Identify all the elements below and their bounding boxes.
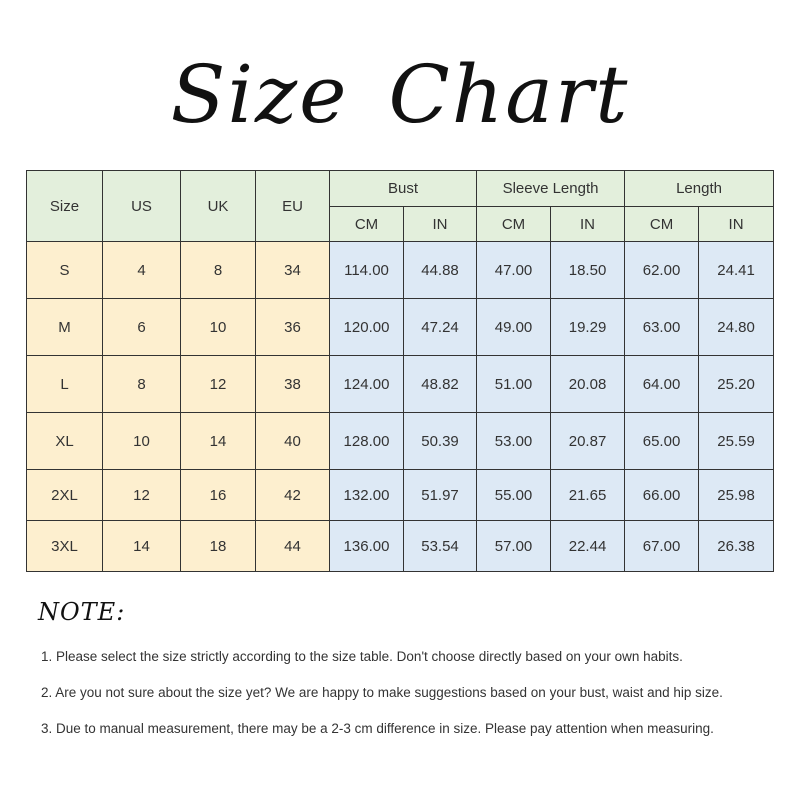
header-sleeve-cm: CM: [477, 207, 551, 242]
header-length: Length: [625, 171, 774, 207]
cell-uk: 8: [181, 242, 256, 299]
cell-bust-cm: 128.00: [330, 413, 404, 470]
cell-eu: 38: [256, 356, 330, 413]
cell-eu: 34: [256, 242, 330, 299]
cell-length-cm: 67.00: [625, 521, 699, 572]
cell-us: 14: [103, 521, 181, 572]
cell-size: L: [27, 356, 103, 413]
note-line-3: 3. Due to manual measurement, there may be a 2-3 cm difference in size. Please pay attention when measuring.: [41, 721, 714, 736]
cell-sleeve-in: 21.65: [551, 470, 625, 521]
cell-sleeve-in: 20.87: [551, 413, 625, 470]
cell-us: 8: [103, 356, 181, 413]
cell-uk: 12: [181, 356, 256, 413]
header-length-cm: CM: [625, 207, 699, 242]
cell-bust-in: 53.54: [404, 521, 477, 572]
title-chart: Chart: [388, 48, 630, 141]
title-size: Size: [170, 48, 349, 141]
cell-sleeve-in: 19.29: [551, 299, 625, 356]
cell-size: 2XL: [27, 470, 103, 521]
cell-eu: 40: [256, 413, 330, 470]
cell-length-in: 25.59: [699, 413, 774, 470]
cell-sleeve-cm: 47.00: [477, 242, 551, 299]
header-length-in: IN: [699, 207, 774, 242]
header-uk: UK: [181, 171, 256, 242]
cell-length-cm: 66.00: [625, 470, 699, 521]
cell-eu: 36: [256, 299, 330, 356]
cell-bust-in: 47.24: [404, 299, 477, 356]
cell-length-in: 25.98: [699, 470, 774, 521]
cell-length-cm: 65.00: [625, 413, 699, 470]
header-bust-in: IN: [404, 207, 477, 242]
cell-bust-in: 51.97: [404, 470, 477, 521]
cell-sleeve-cm: 49.00: [477, 299, 551, 356]
cell-uk: 18: [181, 521, 256, 572]
cell-sleeve-cm: 55.00: [477, 470, 551, 521]
cell-length-in: 26.38: [699, 521, 774, 572]
table-row: [27, 299, 774, 356]
notes-list: [41, 648, 791, 756]
cell-eu: 42: [256, 470, 330, 521]
header-sleeve-length: Sleeve Length: [477, 171, 625, 207]
header-bust-cm: CM: [330, 207, 404, 242]
cell-bust-in: 50.39: [404, 413, 477, 470]
cell-size: XL: [27, 413, 103, 470]
cell-us: 10: [103, 413, 181, 470]
cell-eu: 44: [256, 521, 330, 572]
cell-sleeve-cm: 53.00: [477, 413, 551, 470]
cell-sleeve-in: 18.50: [551, 242, 625, 299]
table-row: [27, 470, 774, 521]
cell-bust-cm: 124.00: [330, 356, 404, 413]
cell-us: 6: [103, 299, 181, 356]
cell-bust-cm: 132.00: [330, 470, 404, 521]
cell-sleeve-in: 20.08: [551, 356, 625, 413]
note-line-2: 2. Are you not sure about the size yet? We are happy to make suggestions based on your bust, waist and hip size.: [41, 685, 723, 700]
cell-sleeve-cm: 57.00: [477, 521, 551, 572]
header-us: US: [103, 171, 181, 242]
cell-size: 3XL: [27, 521, 103, 572]
page-title: [0, 40, 800, 150]
table-row: [27, 413, 774, 470]
note-line-1: 1. Please select the size strictly according to the size table. Don't choose directly based on your own habits.: [41, 649, 683, 664]
cell-bust-cm: 136.00: [330, 521, 404, 572]
cell-sleeve-in: 22.44: [551, 521, 625, 572]
cell-length-in: 25.20: [699, 356, 774, 413]
header-sleeve-in: IN: [551, 207, 625, 242]
cell-us: 4: [103, 242, 181, 299]
table-row: [27, 242, 774, 299]
cell-uk: 16: [181, 470, 256, 521]
cell-length-in: 24.80: [699, 299, 774, 356]
table-row: [27, 521, 774, 572]
cell-bust-in: 48.82: [404, 356, 477, 413]
cell-sleeve-cm: 51.00: [477, 356, 551, 413]
cell-size: M: [27, 299, 103, 356]
header-bust: Bust: [330, 171, 477, 207]
cell-length-cm: 62.00: [625, 242, 699, 299]
cell-length-cm: 63.00: [625, 299, 699, 356]
header-size: Size: [27, 171, 103, 242]
cell-us: 12: [103, 470, 181, 521]
cell-bust-in: 44.88: [404, 242, 477, 299]
cell-size: S: [27, 242, 103, 299]
cell-bust-cm: 114.00: [330, 242, 404, 299]
table-row: [27, 356, 774, 413]
note-title: NOTE:: [38, 598, 126, 626]
header-eu: EU: [256, 171, 330, 242]
size-table: [26, 170, 774, 572]
cell-uk: 10: [181, 299, 256, 356]
cell-length-cm: 64.00: [625, 356, 699, 413]
cell-uk: 14: [181, 413, 256, 470]
cell-length-in: 24.41: [699, 242, 774, 299]
cell-bust-cm: 120.00: [330, 299, 404, 356]
